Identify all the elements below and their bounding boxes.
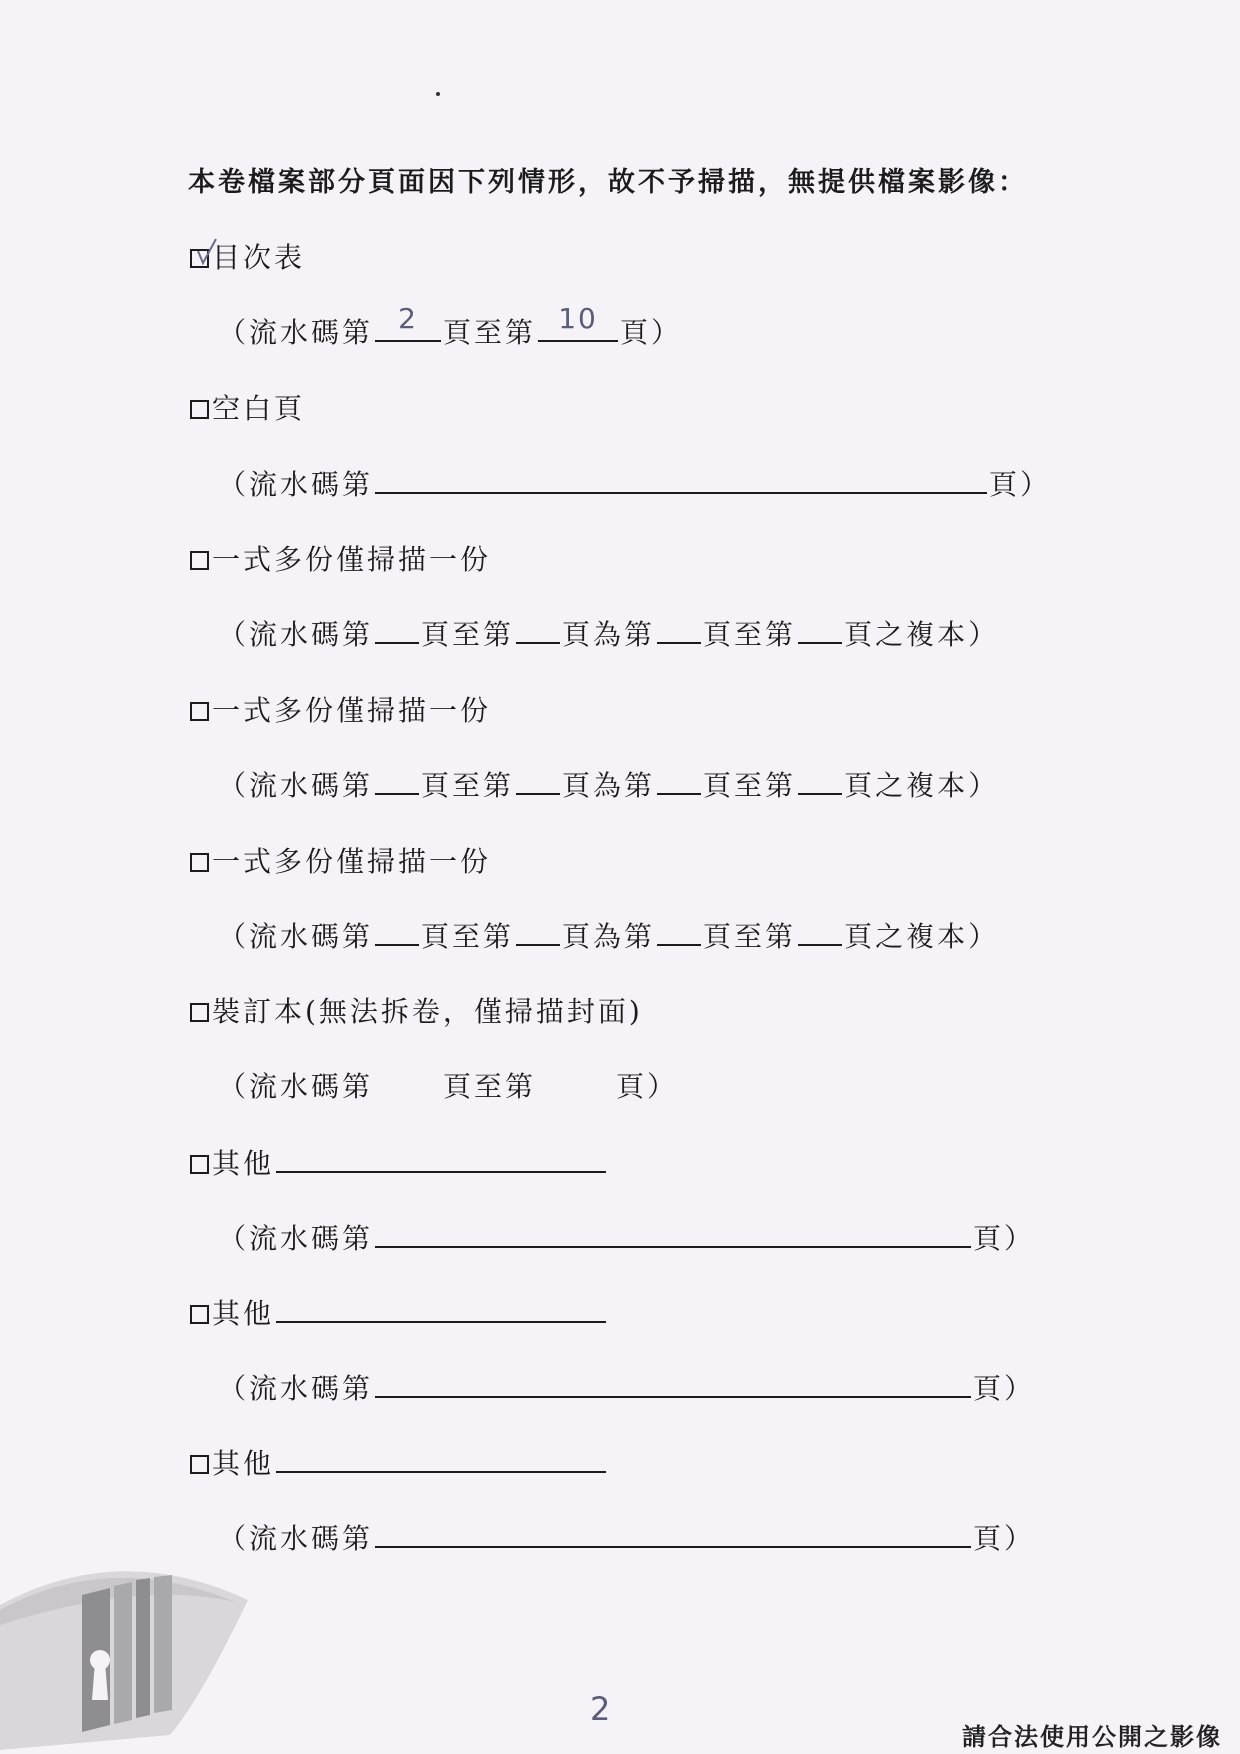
serial-line-blank: （流水碼第 頁） xyxy=(218,462,1051,503)
item-label: 裝訂本(無法拆卷，僅掃描封面) xyxy=(212,995,643,1028)
item-label: 空白頁 xyxy=(212,392,306,425)
field-copy-from[interactable] xyxy=(657,612,701,644)
field-pages[interactable] xyxy=(375,1516,971,1548)
item-duplicate-1 xyxy=(190,538,491,578)
field-pages[interactable] xyxy=(375,1366,971,1398)
item-bound-volume xyxy=(190,990,643,1030)
checkmark-icon xyxy=(194,237,220,267)
field-other-reason[interactable] xyxy=(276,1441,606,1473)
checkbox-other-1[interactable] xyxy=(190,1155,209,1174)
serial-line-duplicate-2: （流水碼第 頁至第 頁為第 頁至第 頁之複本） xyxy=(218,763,999,804)
checkbox-blank-page[interactable] xyxy=(190,400,209,419)
serial-line-toc: （流水碼第 2 頁至第 10 頁） xyxy=(218,302,683,349)
serial-line-other-1: （流水碼第 頁） xyxy=(218,1216,1035,1257)
field-pages[interactable] xyxy=(375,462,987,494)
item-duplicate-3 xyxy=(190,840,491,880)
item-label: 其他 xyxy=(212,1447,275,1480)
field-copy-to[interactable] xyxy=(798,612,842,644)
item-label: 一式多份僅掃描一份 xyxy=(212,694,492,727)
serial-line-duplicate-1: （流水碼第 頁至第 頁為第 頁至第 頁之複本） xyxy=(218,612,999,653)
field-other-reason[interactable] xyxy=(276,1141,606,1173)
checkbox-duplicate-2[interactable] xyxy=(190,702,209,721)
item-label: 一式多份僅掃描一份 xyxy=(212,543,492,576)
speck xyxy=(436,92,440,96)
checkbox-other-3[interactable] xyxy=(190,1455,209,1474)
field-to-page[interactable] xyxy=(516,612,560,644)
field-other-reason[interactable] xyxy=(276,1291,606,1323)
serial-line-other-3: （流水碼第 頁） xyxy=(218,1516,1035,1557)
field-from-page[interactable] xyxy=(375,763,419,795)
checkbox-toc[interactable] xyxy=(190,249,209,268)
item-other-2 xyxy=(190,1291,608,1332)
field-copy-from[interactable] xyxy=(657,763,701,795)
heading: 本卷檔案部分頁面因下列情形，故不予掃描，無提供檔案影像： xyxy=(188,167,1028,198)
field-copy-from[interactable] xyxy=(657,914,701,946)
checkbox-duplicate-3[interactable] xyxy=(190,853,209,872)
field-copy-to[interactable] xyxy=(798,763,842,795)
handwritten-page-number: 2 xyxy=(590,1690,611,1728)
item-label: 目次表 xyxy=(212,241,306,274)
checkbox-other-2[interactable] xyxy=(190,1305,209,1324)
checkbox-bound-volume[interactable] xyxy=(190,1003,209,1022)
field-to-page[interactable] xyxy=(516,763,560,795)
item-label: 其他 xyxy=(212,1297,275,1330)
item-toc xyxy=(190,236,305,276)
field-to-page[interactable] xyxy=(516,914,560,946)
item-other-1 xyxy=(190,1141,608,1182)
field-from-page[interactable] xyxy=(375,914,419,946)
footer-notice: 請合法使用公開之影像 xyxy=(962,1722,1222,1751)
item-label: 一式多份僅掃描一份 xyxy=(212,845,492,878)
serial-line-duplicate-3: （流水碼第 頁至第 頁為第 頁至第 頁之複本） xyxy=(218,914,999,955)
item-duplicate-2 xyxy=(190,689,491,729)
item-other-3 xyxy=(190,1441,608,1482)
checkbox-duplicate-1[interactable] xyxy=(190,551,209,570)
serial-line-other-2: （流水碼第 頁） xyxy=(218,1366,1035,1407)
field-copy-to[interactable] xyxy=(798,914,842,946)
serial-line-bound: （流水碼第 頁至第 頁） xyxy=(218,1070,679,1103)
item-blank-page xyxy=(190,387,305,427)
field-from-page[interactable] xyxy=(375,612,419,644)
handwritten-value: 10 xyxy=(558,302,598,335)
field-to-page[interactable] xyxy=(538,302,618,342)
field-pages[interactable] xyxy=(375,1216,971,1248)
item-label: 其他 xyxy=(212,1147,275,1180)
handwritten-value: 2 xyxy=(398,302,418,335)
field-from-page[interactable] xyxy=(375,302,441,342)
archive-logo-icon xyxy=(0,1550,250,1750)
